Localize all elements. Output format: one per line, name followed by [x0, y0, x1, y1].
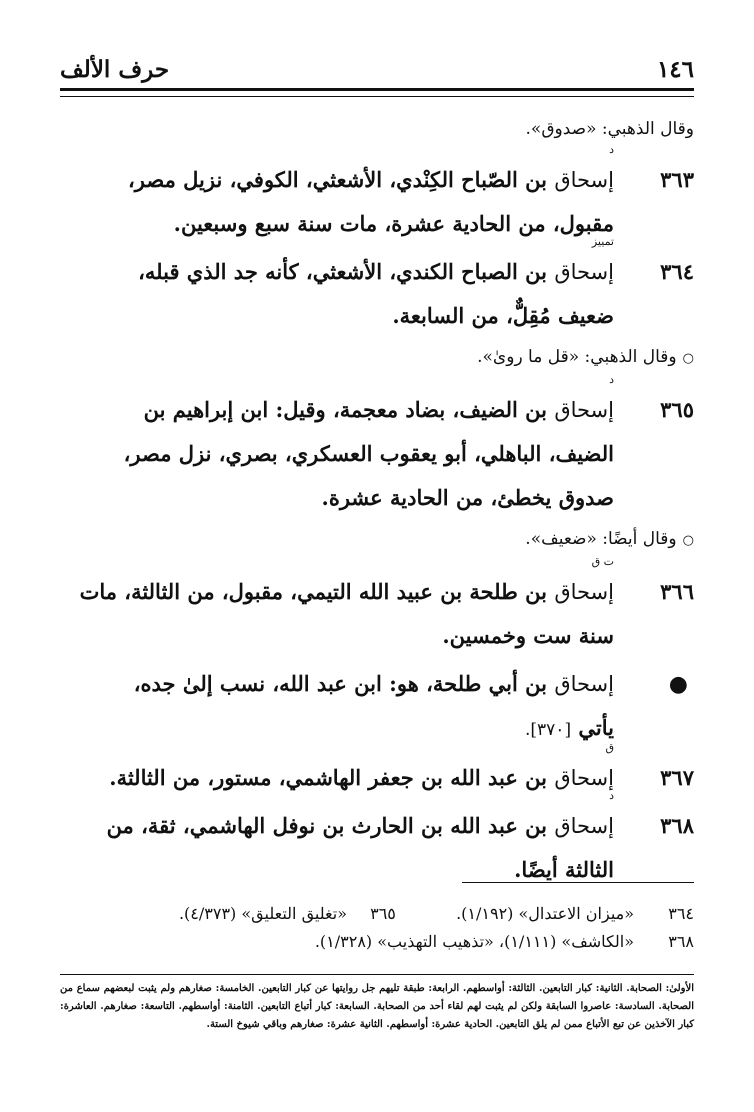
cross-ref-number: [٣٧٠].: [525, 720, 572, 740]
main-text: [60, 114, 694, 896]
entry-363: [60, 143, 694, 246]
entry-367: [60, 741, 694, 800]
entry-line: سنة ست وخمسين.: [442, 623, 614, 648]
entry-number: ٣٦٨: [660, 813, 694, 838]
entry-line: ضعيف مُقِلٌّ، من السابعة.: [392, 303, 614, 328]
footnote-number: ٣٦٤: [668, 904, 694, 923]
note-text: وقال الذهبي: «قل ما روىٰ».: [477, 347, 677, 367]
book-symbol: تمييز: [591, 235, 614, 248]
footnote-number: ٣٦٥: [370, 904, 396, 923]
entry-line: بن الصّباح الكِنْدي، الأشعثي، الكوفي، نزيل مصر،: [128, 167, 547, 192]
entry-365: [60, 373, 694, 520]
entry-name: ق إسحاق: [554, 741, 614, 790]
book-symbol: د: [609, 143, 614, 156]
entry-368: [60, 789, 694, 892]
entry-line: صدوق يخطئ، من الحادية عشرة.: [321, 485, 614, 510]
footnote-line: [60, 928, 694, 956]
entry-line: الضيف، الباهلي، أبو يعقوب العسكري، بصري، نزل مصر،: [123, 441, 614, 466]
entry-name: تمييز إسحاق: [554, 235, 614, 284]
note-dhahabi-2: [60, 342, 694, 374]
entry-line: يأتي: [578, 715, 614, 740]
note-text: وقال أيضًا: «ضعيف».: [525, 529, 677, 549]
legend-rule: [60, 974, 694, 975]
footnote-text: «تغليق التعليق» (٤/٣٧٣).: [178, 904, 348, 923]
entry-name: ت ق إسحاق: [554, 555, 614, 604]
entry-name: د إسحاق: [554, 789, 614, 838]
entry-number: ٣٦٤: [660, 259, 694, 284]
entry-number: ٣٦٥: [660, 397, 694, 422]
footnote-rule: [462, 882, 694, 883]
entry-line: بن الصباح الكندي، الأشعثي، كأنه جد الذي قبله،: [138, 259, 547, 284]
footnote-number: ٣٦٨: [668, 932, 694, 951]
circle-mark: ○: [682, 533, 694, 548]
note-text: وقال الذهبي: «صدوق».: [525, 119, 694, 139]
page-number: ١٤٦: [656, 56, 694, 83]
entry-line: بن الضيف، بضاد معجمة، وقيل: ابن إبراهيم بن: [143, 397, 547, 422]
page: [60, 30, 694, 1092]
bullet-icon: ●: [668, 671, 688, 697]
entry-366: [60, 555, 694, 658]
note-dhahabi-3: [60, 524, 694, 556]
entry-line: الثالثة أيضًا.: [514, 857, 614, 882]
entry-number: ٣٦٦: [660, 579, 694, 604]
entry-line: بن عبد الله بن جعفر الهاشمي، مستور، من الثالثة.: [109, 765, 547, 790]
book-symbol: ق: [605, 741, 614, 754]
footnote-line: [60, 900, 694, 928]
note-dhahabi-1: [60, 114, 694, 144]
chapter-title: حرف الألف: [60, 56, 170, 83]
tabaqat-legend: الأولىٰ: الصحابة. الثانية: كبار التابعين. الثالثة: أواسطهم. الرابعة: طبقة تليهم جل روايتها عن كبار التابعين. الخامسة: صغارهم ولم يثبت لبعضهم سماع من الصحابة. السادسة: عاصروا السابقة ولكن لم يثبت لهم لقاء أحد من الصحابة. السابعة: كبار أتباع التابعين. الثامنة: أواسطهم. التاسعة: صغارهم. العاشرة: كبار الآخذين عن تبع الأتباع ممن لم يلق التابعين. الحادية عشرة: أواسطهم. الثانية عشرة: صغارهم وباقي شيوخ الستة.: [60, 983, 694, 1030]
entry-number: ٣٦٣: [660, 167, 694, 192]
entry-name: د إسحاق: [554, 373, 614, 422]
footnotes: [60, 900, 694, 956]
page-header: [60, 30, 694, 90]
entry-name: إسحاق: [554, 672, 614, 696]
entry-number: ٣٦٧: [660, 765, 694, 790]
book-symbol: ت ق: [591, 555, 614, 568]
footnote-text: «ميزان الاعتدال» (١/١٩٢).: [456, 904, 634, 923]
entry-364: [60, 235, 694, 338]
book-symbol: د: [609, 373, 614, 386]
header-rule: [60, 88, 694, 97]
entry-line: بن أبي طلحة، هو: ابن عبد الله، نسب إلىٰ جده،: [133, 671, 547, 696]
entry-line: بن عبد الله بن الحارث بن نوفل الهاشمي، ثقة، من: [106, 813, 547, 838]
entry-line: مقبول، من الحادية عشرة، مات سنة سبع وسبعين.: [173, 211, 614, 236]
entry-cross-reference: [60, 662, 694, 752]
entry-name: د إسحاق: [554, 143, 614, 192]
book-symbol: د: [609, 789, 614, 802]
circle-mark: ○: [682, 351, 694, 366]
footnote-text: «الكاشف» (١/١١١)، «تذهيب التهذيب» (١/٣٢٨).: [314, 932, 634, 951]
entry-line: بن طلحة بن عبيد الله التيمي، مقبول، من الثالثة، مات: [79, 579, 547, 604]
